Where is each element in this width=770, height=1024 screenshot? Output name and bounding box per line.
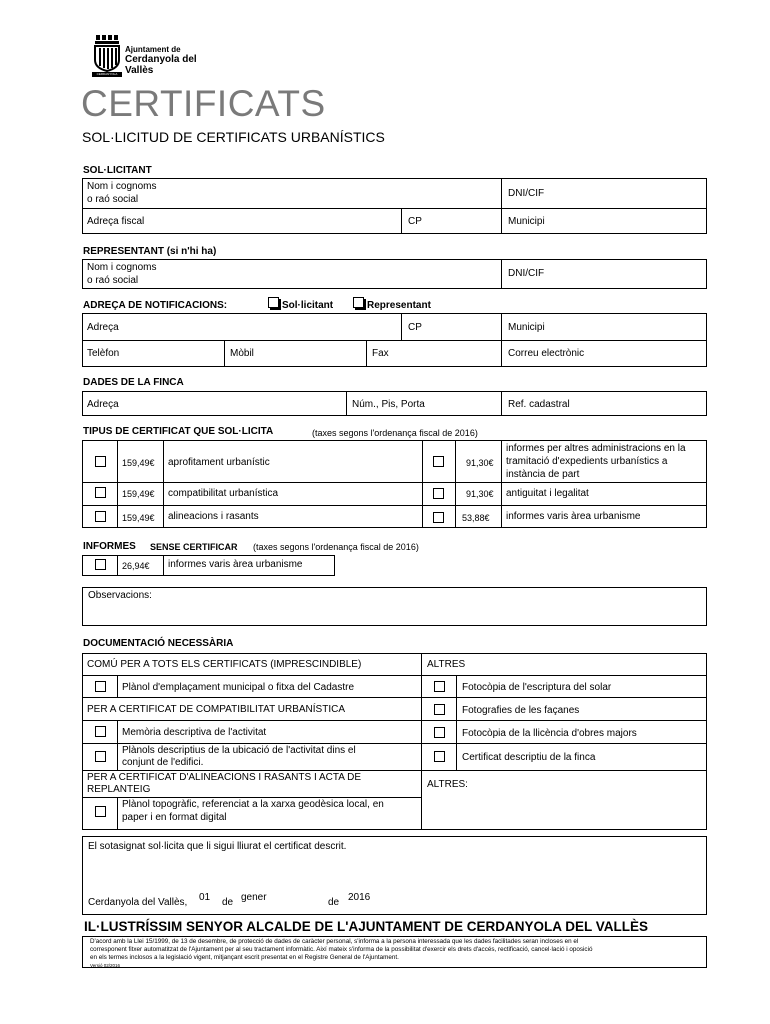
doc-topo-checkbox[interactable] [95,806,106,817]
signatura-month[interactable]: gener [241,892,267,903]
doc-compat-label: PER A CERTIFICAT DE COMPATIBILITAT URBANÍSTICA [87,704,346,715]
doc-topo-label-1: Plànol topogràfic, referenciat a la xarxa geodèsica local, en [122,799,384,810]
cert-compatibilitat-price: 159,49€ [122,489,155,499]
solicitant-name-label: Nom i cognoms [87,181,157,192]
cert-antiguitat-price: 91,30€ [466,489,494,499]
notif-fax-label: Fax [372,348,389,359]
notif-address-label: Adreça [87,322,119,333]
cert-antiguitat-label: antiguitat i legalitat [506,488,589,499]
doc-memoria-checkbox[interactable] [95,726,106,737]
legal-line-1: D'acord amb la Llei 15/1999, de 13 de desembre, de protecció de dades de caràcter personal, s'informa a la persona interessada que les dades facilitades seran incloses en el [90,938,579,945]
doc-comu-label: COMÚ PER A TOTS ELS CERTIFICATS (IMPRESCINDIBLE) [87,659,362,670]
notif-solicitant-checkbox[interactable] [268,297,279,308]
addressee: IL·LUSTRÍSSIM SENYOR ALCALDE DE L'AJUNTAMENT DE CERDANYOLA DEL VALLÈS [84,919,648,934]
doc-escriptura-label: Fotocòpia de l'escriptura del solar [462,682,612,693]
doc-certificat-checkbox[interactable] [434,751,445,762]
doc-topo-label-2: paper i en format digital [122,812,227,823]
cert-alineacions-label: alineacions i rasants [168,511,259,522]
representant-dni-label: DNI/CIF [508,268,545,279]
doc-planol-label: Plànol d'emplaçament municipal o fitxa del Cadastre [122,682,355,693]
doc-certificat-label: Certificat descriptiu de la finca [462,752,596,763]
solicitant-address-label: Adreça fiscal [87,216,145,227]
representant-table [82,259,707,289]
signatura-text: El sotasignat sol·licita que li sigui lliurat el certificat descrit. [88,841,347,852]
cert-alineacions-checkbox[interactable] [95,511,106,522]
cert-informes-admin-label-2: tramitació d'expedients urbanístics a [506,456,668,467]
doc-alin-label-1: PER A CERTIFICAT D'ALINEACIONS I RASANTS I ACTA DE [87,772,362,783]
cert-informes-varis-label: informes varis àrea urbanisme [506,511,641,522]
finca-heading: DADES DE LA FINCA [83,377,184,388]
informes-note: (taxes segons l'ordenança fiscal de 2016) [253,542,419,552]
doc-altres-label: ALTRES [427,659,466,670]
representant-name-label2: o raó social [87,275,139,286]
informes-varis-checkbox[interactable] [95,559,106,570]
solicitant-dni-label: DNI/CIF [508,188,545,199]
signatura-place: Cerdanyola del Vallès, [88,897,188,908]
notificacions-heading: ADREÇA DE NOTIFICACIONS: [83,300,228,311]
solicitant-cp-label: CP [408,216,422,227]
doc-llicencia-checkbox[interactable] [434,727,445,738]
doc-escriptura-checkbox[interactable] [434,681,445,692]
legal-line-2: corresponent fitxer automatitzat de l'Ajuntament per al seu tractament informàtic. Així mateix s'informa de la possibilitat d'exercir els drets d'accés, rectificació, cancel·lació i oposició [90,946,593,953]
solicitant-name-label2: o raó social [87,194,139,205]
doc-memoria-label: Memòria descriptiva de l'activitat [122,727,267,738]
tipus-note: (taxes segons l'ordenança fiscal de 2016) [312,428,478,438]
cert-aprofitament-checkbox[interactable] [95,456,106,467]
doc-planol-checkbox[interactable] [95,681,106,692]
notif-representant-label: Representant [367,300,431,311]
doc-fotografies-label: Fotografies de les façanes [462,705,580,716]
representant-heading: REPRESENTANT (si n'hi ha) [83,246,217,257]
observacions-label: Observacions: [88,590,152,601]
doc-altres2-label: ALTRES: [427,779,468,790]
cert-alineacions-price: 159,49€ [122,513,155,523]
signatura-year[interactable]: 2016 [348,892,371,903]
solicitant-heading: SOL·LICITANT [83,165,152,176]
informes-price: 26,94€ [122,561,150,571]
solicitant-table [82,178,707,234]
notif-municipi-label: Municipi [508,322,545,333]
cert-compatibilitat-checkbox[interactable] [95,487,106,498]
cert-informes-admin-checkbox[interactable] [433,456,444,467]
logo-tag: CERDANYOLA [96,72,118,76]
page-title: CERTIFICATS [81,83,326,124]
informes-label: informes varis àrea urbanisme [168,559,303,570]
notif-representant-checkbox[interactable] [353,297,364,308]
cert-antiguitat-checkbox[interactable] [433,488,444,499]
informes-heading: INFORMES [83,541,136,552]
notif-telefon-label: Telèfon [87,348,120,359]
logo-line2: Cerdanyola del Vallès [125,54,197,76]
cert-informes-admin-label-1: informes per altres administracions en la [506,443,686,454]
signatura-de2: de [328,897,340,908]
logo-line1: Ajuntament de [125,45,181,54]
finca-num-label: Núm., Pis, Porta [352,399,425,410]
cert-informes-admin-label-3: instància de part [506,469,580,480]
observacions-box[interactable] [82,587,707,626]
notif-cp-label: CP [408,322,422,333]
notif-mobil-label: Mòbil [230,348,254,359]
cert-informes-varis-price: 53,88€ [462,513,490,523]
cert-informes-admin-price: 91,30€ [466,458,494,468]
documentacio-heading: DOCUMENTACIÓ NECESSÀRIA [83,638,234,649]
informes-heading2: SENSE CERTIFICAR [150,542,238,552]
doc-planols-label-1: Plànols descriptius de la ubicació de l'activitat dins el [122,745,356,756]
version: Versió 02/2016 [90,963,121,968]
doc-alin-label-2: REPLANTEIG [87,784,151,795]
signatura-day[interactable]: 01 [199,892,211,903]
cert-aprofitament-price: 159,49€ [122,458,155,468]
finca-address-label: Adreça [87,399,119,410]
doc-llicencia-label: Fotocòpia de la llicència d'obres majors [462,728,637,739]
doc-planols-checkbox[interactable] [95,751,106,762]
representant-name-label: Nom i cognoms [87,262,157,273]
coat-of-arms-icon [92,35,122,77]
notif-email-label: Correu electrònic [508,348,585,359]
ajuntament-logo [92,35,222,79]
signatura-de1: de [222,897,234,908]
finca-ref-label: Ref. cadastral [508,399,570,410]
cert-compatibilitat-label: compatibilitat urbanística [168,488,279,499]
doc-planols-label-2: conjunt de l'edifici. [122,757,204,768]
tipus-heading: TIPUS DE CERTIFICAT QUE SOL·LICITA [83,426,274,437]
page-subtitle: SOL·LICITUD DE CERTIFICATS URBANÍSTICS [82,129,385,145]
notif-solicitant-label: Sol·licitant [282,300,334,311]
legal-line-3: en els termes inclosos a la legislació vigent, mitjançant escrit presentat en el Registre General de l'Ajuntament. [90,954,399,961]
solicitant-municipi-label: Municipi [508,216,545,227]
cert-aprofitament-label: aprofitament urbanístic [168,457,270,468]
doc-fotografies-checkbox[interactable] [434,704,445,715]
cert-informes-varis-checkbox[interactable] [433,512,444,523]
